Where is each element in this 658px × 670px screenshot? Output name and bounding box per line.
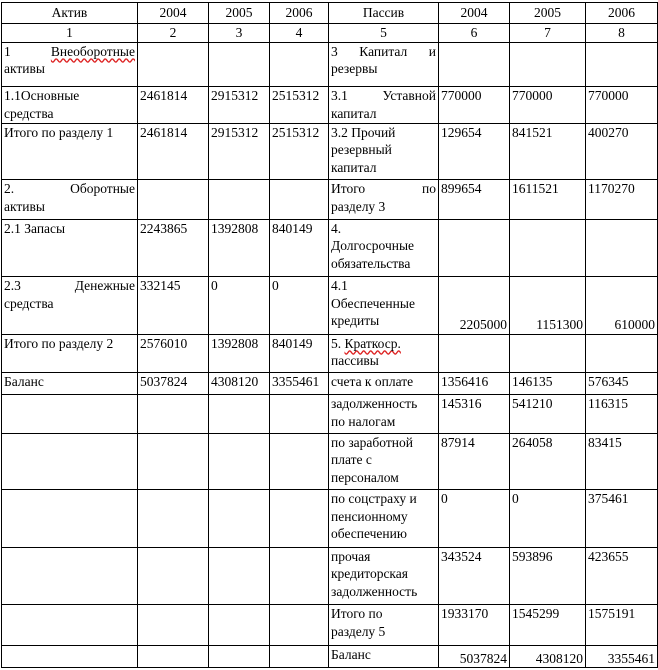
asset-2005: 1392808 [209,219,270,277]
asset-2004 [138,490,209,548]
asset-2004: 2461814 [138,87,209,123]
asset-2004: 332145 [138,277,209,335]
liability-label: задолженность по налогам [329,395,439,433]
asset-2004 [138,547,209,605]
asset-2005: 2915312 [209,87,270,123]
asset-2005 [209,547,270,605]
liability-2006: 116315 [586,395,658,433]
liability-label: 4.1 Обеспеченные кредиты [329,277,439,335]
liability-2005: 1611521 [510,180,586,219]
table-row [2,645,658,667]
liability-2006 [586,219,658,277]
liability-label: 3.1 Уставной капитал [329,87,439,123]
asset-2006: 2515312 [270,123,329,180]
column-number: 8 [586,24,658,43]
column-number: 2 [138,24,209,43]
liability-2006: 576345 [586,373,658,395]
liability-2005: 0 [510,490,586,548]
table-row [2,395,658,433]
asset-2004: 2243865 [138,219,209,277]
table-row [2,547,658,605]
asset-2005: 2915312 [209,123,270,180]
liability-2004: 87914 [439,433,510,490]
liability-2005: 541210 [510,395,586,433]
header-cell: 2004 [439,3,510,24]
liability-2005: 593896 [510,547,586,605]
asset-2004: 5037824 [138,373,209,395]
liability-label: Итого по разделу 5 [329,605,439,645]
liability-label: по заработной плате с персоналом [329,433,439,490]
liability-label: 5. Краткоср. пассивы [329,334,439,372]
header-cell: 2006 [586,3,658,24]
table-row [2,490,658,548]
liability-2005: 1545299 [510,605,586,645]
liability-2004: 129654 [439,123,510,180]
table-row [2,373,658,395]
liability-2004: 2205000 [439,277,510,335]
liability-2005 [510,42,586,86]
liability-label: по соцстраху и пенсионному обеспечению [329,490,439,548]
balance-table [1,2,658,668]
asset-2004: 2461814 [138,123,209,180]
asset-label: 1 Внеоборотные активы [2,42,138,86]
liability-2006: 610000 [586,277,658,335]
table-row [2,87,658,123]
asset-2005 [209,490,270,548]
asset-2005 [209,645,270,667]
header-cell: Актив [2,3,138,24]
header-cell: 2006 [270,3,329,24]
asset-label: 2.1 Запасы [2,219,138,277]
asset-2005: 0 [209,277,270,335]
liability-2006 [586,42,658,86]
header-row [2,3,658,24]
asset-2006 [270,547,329,605]
liability-2004: 1933170 [439,605,510,645]
asset-2006 [270,490,329,548]
liability-label: Итого по разделу 3 [329,180,439,219]
asset-2006 [270,645,329,667]
liability-2005 [510,334,586,372]
asset-2005 [209,395,270,433]
liability-label: 4. Долгосрочные обязательства [329,219,439,277]
asset-2006 [270,42,329,86]
table-row [2,219,658,277]
column-number: 1 [2,24,138,43]
asset-2006: 2515312 [270,87,329,123]
liability-2006: 3355461 [586,645,658,667]
liability-2004 [439,334,510,372]
liability-2004: 145316 [439,395,510,433]
liability-2004: 1356416 [439,373,510,395]
asset-2006: 0 [270,277,329,335]
liability-2006: 400270 [586,123,658,180]
asset-2006 [270,433,329,490]
header-cell: 2005 [510,3,586,24]
asset-2005 [209,180,270,219]
asset-2004 [138,433,209,490]
asset-2005 [209,42,270,86]
liability-label: Баланс [329,645,439,667]
header-cell: 2004 [138,3,209,24]
asset-label: Баланс [2,373,138,395]
liability-2005: 264058 [510,433,586,490]
asset-2006 [270,180,329,219]
table-row [2,433,658,490]
liability-label: 3.2 Прочий резервный капитал [329,123,439,180]
asset-2004 [138,395,209,433]
liability-label: 3 Капитал и резервы [329,42,439,86]
liability-2004: 0 [439,490,510,548]
asset-2004 [138,605,209,645]
liability-2004 [439,219,510,277]
liability-2005: 770000 [510,87,586,123]
asset-2005 [209,605,270,645]
liability-2006: 423655 [586,547,658,605]
table-row [2,277,658,335]
asset-2006 [270,605,329,645]
column-number: 4 [270,24,329,43]
liability-2004: 899654 [439,180,510,219]
asset-label: Итого по разделу 1 [2,123,138,180]
liability-2006: 1170270 [586,180,658,219]
asset-2004 [138,180,209,219]
liability-2005 [510,219,586,277]
liability-2004 [439,42,510,86]
liability-2005: 4308120 [510,645,586,667]
liability-2004: 770000 [439,87,510,123]
header-cell: Пассив [329,3,439,24]
liability-2005: 146135 [510,373,586,395]
column-number: 3 [209,24,270,43]
liability-2006: 375461 [586,490,658,548]
asset-2006 [270,395,329,433]
table-row [2,42,658,86]
asset-2005 [209,433,270,490]
liability-2006: 83415 [586,433,658,490]
asset-2006: 840149 [270,219,329,277]
liability-2004: 5037824 [439,645,510,667]
table-row [2,334,658,372]
liability-2004: 343524 [439,547,510,605]
column-number-row [2,24,658,43]
asset-label: 1.1Основные средства [2,87,138,123]
liability-2006: 770000 [586,87,658,123]
asset-label [2,645,138,667]
asset-2006: 840149 [270,334,329,372]
column-number: 5 [329,24,439,43]
header-cell: 2005 [209,3,270,24]
table-row [2,605,658,645]
asset-label: 2.3 Денежные средства [2,277,138,335]
liability-label: счета к оплате [329,373,439,395]
asset-label [2,433,138,490]
asset-2005: 4308120 [209,373,270,395]
table-row [2,180,658,219]
column-number: 6 [439,24,510,43]
asset-label [2,547,138,605]
liability-2006 [586,334,658,372]
liability-2005: 1151300 [510,277,586,335]
column-number: 7 [510,24,586,43]
asset-label [2,490,138,548]
asset-2004: 2576010 [138,334,209,372]
liability-label: прочая кредиторская задолженность [329,547,439,605]
asset-2004 [138,645,209,667]
balance-table-container [1,2,657,668]
asset-2005: 1392808 [209,334,270,372]
table-row [2,123,658,180]
asset-label: Итого по разделу 2 [2,334,138,372]
liability-2005: 841521 [510,123,586,180]
liability-2006: 1575191 [586,605,658,645]
asset-label [2,605,138,645]
asset-label: 2. Оборотные активы [2,180,138,219]
asset-2006: 3355461 [270,373,329,395]
asset-label [2,395,138,433]
asset-2004 [138,42,209,86]
